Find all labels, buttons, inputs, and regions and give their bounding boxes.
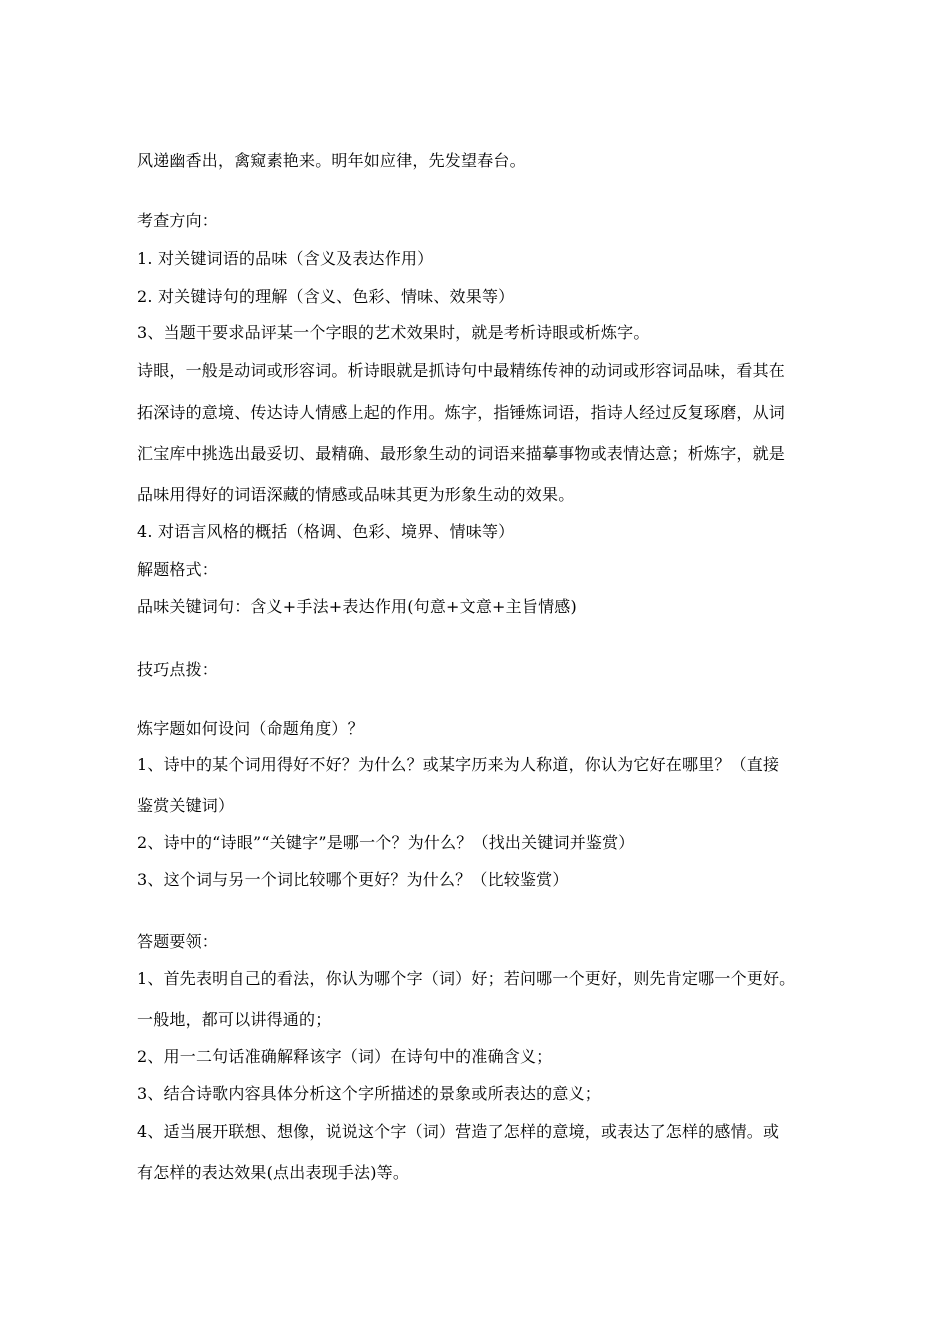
format-heading: 解题格式： [137, 560, 219, 579]
question-2: 2、诗中的“诗眼”“关键字”是哪一个？为什么？（找出关键词并鉴赏） [137, 833, 635, 852]
direction-item-1: 1. 对关键词语的品味（含义及表达作用） [137, 249, 434, 268]
poem-tail-line: 风递幽香出，禽窥素艳来。明年如应律，先发望春台。 [137, 151, 526, 170]
direction-item-4: 4. 对语言风格的概括（格调、色彩、境界、情味等） [137, 522, 515, 541]
answer-2: 2、用一二句话准确解释该字（词）在诗句中的准确含义； [137, 1047, 553, 1066]
answer-3: 3、结合诗歌内容具体分析这个字所描述的景象或所表达的意义； [137, 1084, 601, 1103]
direction-heading: 考查方向： [137, 211, 219, 230]
direction-item-3: 3、当题干要求品评某一个字眼的艺术效果时，就是考析诗眼或析炼字。 [137, 323, 650, 342]
direction-item-2: 2. 对关键诗句的理解（含义、色彩、情味、效果等） [137, 287, 515, 306]
direction-paragraph-line: 品味用得好的词语深藏的情感或品味其更为形象生动的效果。 [137, 485, 575, 504]
questions-heading: 炼字题如何设问（命题角度）？ [137, 719, 364, 738]
format-formula: 品味关键词句：含义+手法+表达作用(句意+文意+主旨情感) [137, 597, 577, 616]
question-1-line: 鉴赏关键词） [137, 796, 235, 815]
answer-1-line: 一般地，都可以讲得通的； [137, 1010, 332, 1029]
answer-4-line: 有怎样的表达效果(点出表现手法)等。 [137, 1163, 410, 1182]
direction-paragraph-line: 汇宝库中挑选出最妥切、最精确、最形象生动的词语来描摹事物或表情达意；析炼字，就是 [137, 444, 786, 463]
question-3: 3、这个词与另一个词比较哪个更好？为什么？（比较鉴赏） [137, 870, 569, 889]
answer-heading: 答题要领： [137, 932, 219, 951]
answer-1-line: 1、首先表明自己的看法，你认为哪个字（词）好；若问哪一个更好，则先肯定哪一个更好。 [137, 969, 796, 988]
direction-paragraph-line: 诗眼，一般是动词或形容词。析诗眼就是抓诗句中最精练传神的动词或形容词品味，看其在 [137, 361, 786, 380]
answer-4-line: 4、适当展开联想、想像，说说这个字（词）营造了怎样的意境，或表达了怎样的感情。或 [137, 1122, 780, 1141]
direction-paragraph-line: 拓深诗的意境、传达诗人情感上起的作用。炼字，指锤炼词语，指诗人经过反复琢磨，从词 [137, 403, 786, 422]
question-1-line: 1、诗中的某个词用得好不好？为什么？或某字历来为人称道，你认为它好在哪里？（直接 [137, 755, 780, 774]
tips-heading: 技巧点拨： [137, 660, 219, 679]
